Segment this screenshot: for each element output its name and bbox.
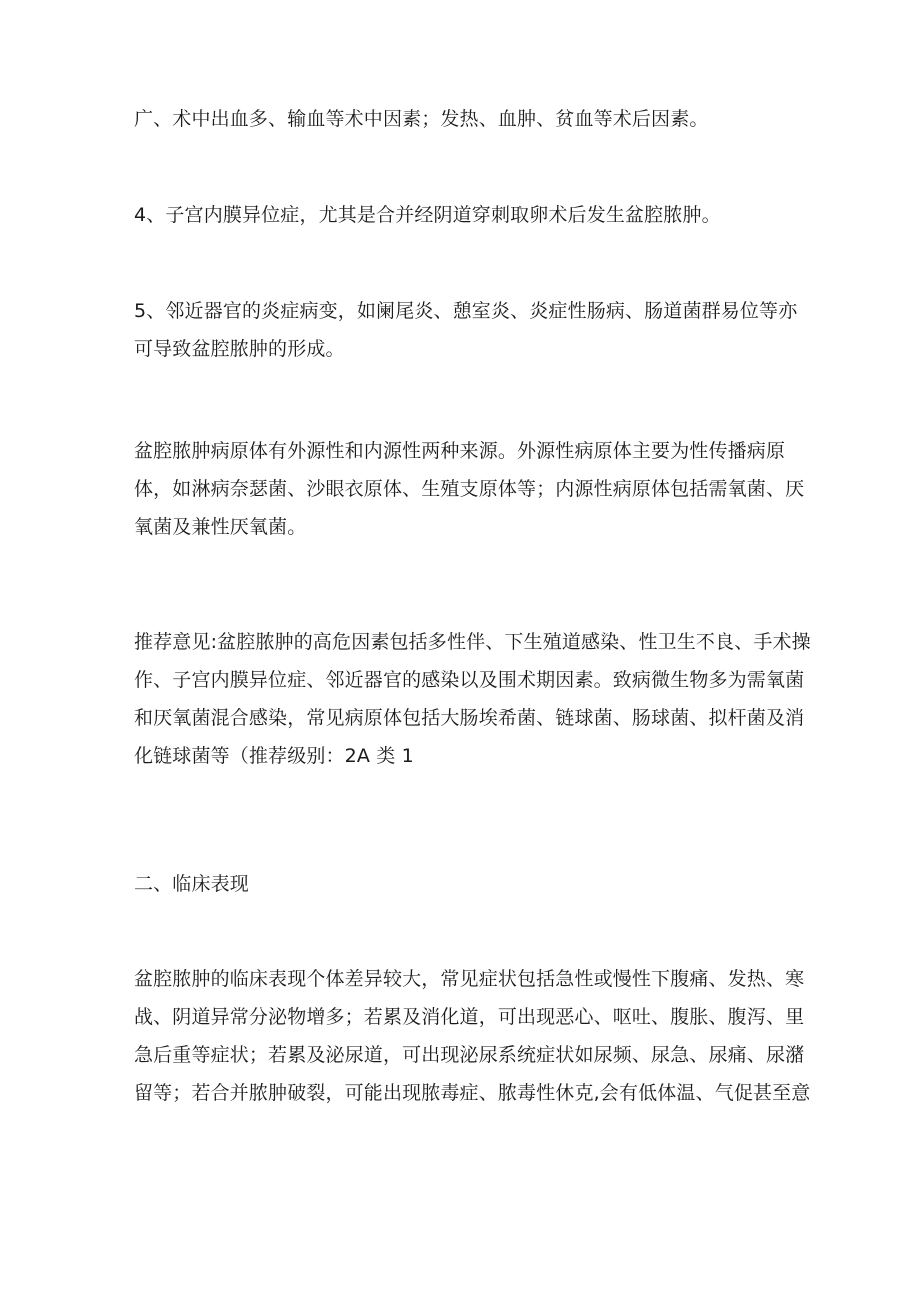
text-line: 盆腔脓肿病原体有外源性和内源性两种来源。外源性病原体主要为性传播病原 [134,440,786,462]
text-line: 体，如淋病奈瑟菌、沙眼衣原体、生殖支原体等；内源性病原体包括需氧菌、厌 [134,478,805,500]
paragraph-clinical-manifestations [134,960,811,1112]
text-line: 5、邻近器官的炎症病变，如阑尾炎、憩室炎、炎症性肠病、肠道菌群易位等亦 [134,300,798,322]
text-line: 作、子宫内膜异位症、邻近器官的感染以及围术期因素。致病微生物多为需氧菌 [134,669,805,691]
text-line: 4、子宫内膜异位症，尤其是合并经阴道穿刺取卵术后发生盆腔脓肿。 [134,204,721,226]
paragraph-surgery-factors [134,100,794,138]
section-title: 二、临床表现 [134,873,249,895]
paragraph-point-5 [134,292,798,368]
text-line: 氧菌及兼性厌氧菌。 [134,516,307,538]
text-line: 和厌氧菌混合感染，常见病原体包括大肠埃希菌、链球菌、肠球菌、拟杆菌及消 [134,707,805,729]
text-line: 化链球菌等（推荐级别：2A 类 1 [134,745,414,767]
section-heading-clinical [134,865,794,903]
paragraph-pathogen-sources [134,432,805,546]
text-line: 急后重等症状；若累及泌尿道，可出现泌尿系统症状如尿频、尿急、尿痛、尿潴 [134,1044,805,1066]
paragraph-recommendation [134,623,811,775]
text-line: 可导致盆腔脓肿的形成。 [134,338,345,360]
text-line: 留等；若合并脓肿破裂，可能出现脓毒症、脓毒性休克,会有低体温、气促甚至意 [134,1082,811,1104]
text-line: 推荐意见:盆腔脓肿的高危因素包括多性伴、下生殖道感染、性卫生不良、手术操 [134,631,811,653]
paragraph-point-4 [134,196,794,234]
text-line: 盆腔脓肿的临床表现个体差异较大，常见症状包括急性或慢性下腹痛、发热、寒 [134,968,805,990]
text-line: 广、术中出血多、输血等术中因素；发热、血肿、贫血等术后因素。 [134,108,709,130]
text-line: 战、阴道异常分泌物增多；若累及消化道，可出现恶心、呕吐、腹胀、腹泻、里 [134,1006,805,1028]
